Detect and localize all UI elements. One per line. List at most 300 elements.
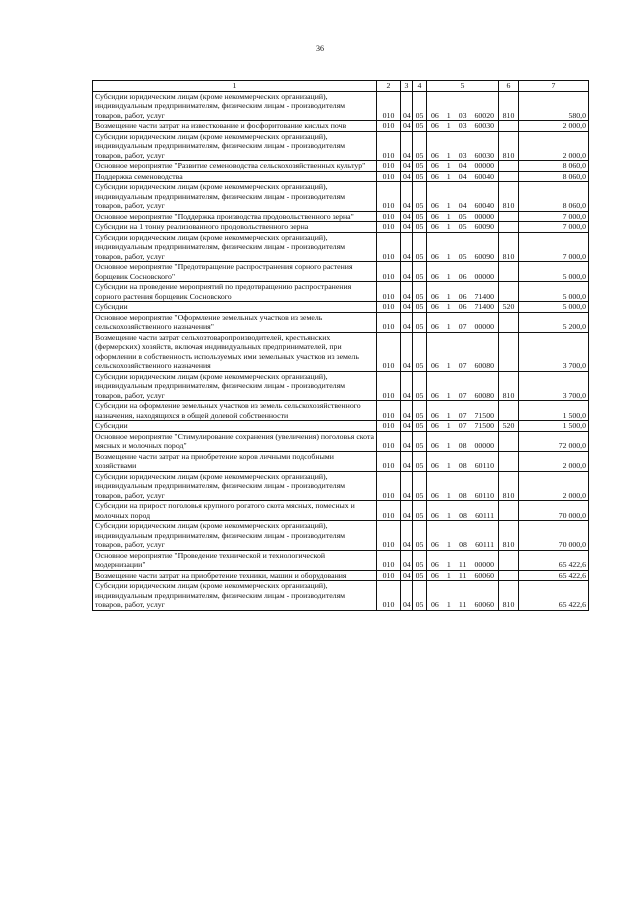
code-target-article xyxy=(427,471,499,501)
code-expense-type: 810 xyxy=(499,91,519,121)
target-direction: 71400 xyxy=(474,291,494,301)
amount: 7 000,0 xyxy=(519,211,589,222)
code-target-article xyxy=(427,161,499,172)
code-section: 04 xyxy=(401,232,413,262)
code-expense-type xyxy=(499,211,519,222)
code-section: 04 xyxy=(401,131,413,161)
item-name: Субсидии юридическим лицам (кроме некоммерческих организаций), индивидуальным предпринимателям, физическим лицам - производителям товаров, работ, услуг xyxy=(93,182,377,212)
code-target-article xyxy=(427,282,499,302)
target-subprogram: 1 xyxy=(446,410,451,420)
code-subsection: 05 xyxy=(413,131,427,161)
code-chapter: 010 xyxy=(377,550,401,570)
target-activity: 05 xyxy=(458,222,467,231)
amount: 5 000,0 xyxy=(519,262,589,282)
table-row xyxy=(93,302,589,313)
item-name: Субсидии на 1 тонну реализованного продовольственного зерна xyxy=(93,222,377,233)
target-article-parts xyxy=(429,600,496,610)
target-article-parts xyxy=(429,302,496,312)
target-activity: 04 xyxy=(458,201,467,210)
code-expense-type: 520 xyxy=(499,421,519,432)
amount: 3 700,0 xyxy=(519,371,589,401)
target-activity: 08 xyxy=(458,461,467,470)
target-activity: 11 xyxy=(458,570,467,580)
target-article-parts xyxy=(429,421,496,431)
target-program: 06 xyxy=(431,291,439,301)
item-name: Субсидии юридическим лицам (кроме некоммерческих организаций), индивидуальным предпринимателям, физическим лицам - производителям товаров, работ, услуг xyxy=(93,521,377,551)
target-activity: 04 xyxy=(458,171,467,181)
code-subsection: 05 xyxy=(413,91,427,121)
target-subprogram: 1 xyxy=(446,441,451,450)
code-section: 04 xyxy=(401,222,413,233)
code-chapter: 010 xyxy=(377,521,401,551)
target-activity: 06 xyxy=(458,302,467,311)
item-name: Основное мероприятие "Проведение технической и технологической модернизации" xyxy=(93,550,377,570)
code-chapter: 010 xyxy=(377,332,401,371)
code-target-article xyxy=(427,182,499,212)
code-subsection: 05 xyxy=(413,581,427,611)
amount: 65 422,6 xyxy=(519,550,589,570)
target-subprogram: 1 xyxy=(446,361,451,370)
target-article-parts xyxy=(429,411,496,421)
code-subsection: 05 xyxy=(413,570,427,581)
header-col-6: 6 xyxy=(499,81,519,92)
code-target-article xyxy=(427,211,499,222)
code-section: 04 xyxy=(401,581,413,611)
amount: 3 700,0 xyxy=(519,332,589,371)
target-article-parts xyxy=(429,212,496,222)
target-article-parts xyxy=(429,461,496,471)
target-program: 06 xyxy=(431,150,439,160)
header-col-5: 5 xyxy=(427,81,499,92)
code-chapter: 010 xyxy=(377,302,401,313)
code-subsection: 05 xyxy=(413,550,427,570)
amount: 8 060,0 xyxy=(519,161,589,172)
target-activity: 08 xyxy=(458,441,467,450)
amount: 2 000,0 xyxy=(519,451,589,471)
item-name: Основное мероприятие "Поддержка производства продовольственного зерна" xyxy=(93,211,377,222)
target-activity: 07 xyxy=(458,390,467,400)
code-subsection: 05 xyxy=(413,161,427,172)
target-subprogram: 1 xyxy=(446,291,451,301)
code-expense-type xyxy=(499,451,519,471)
target-article-parts xyxy=(429,272,496,282)
target-subprogram: 1 xyxy=(446,560,451,569)
target-subprogram: 1 xyxy=(446,570,451,580)
table-row xyxy=(93,431,589,451)
target-activity: 08 xyxy=(459,510,467,520)
target-direction: 60030 xyxy=(474,150,494,160)
target-subprogram: 1 xyxy=(446,171,451,181)
table-row xyxy=(93,161,589,172)
target-program: 06 xyxy=(431,121,439,130)
code-expense-type xyxy=(499,312,519,332)
target-program: 06 xyxy=(431,171,439,181)
code-chapter: 010 xyxy=(377,262,401,282)
code-chapter: 010 xyxy=(377,211,401,222)
item-name: Субсидии на оформление земельных участков из земель сельскохозяйственного назначения, находящихся в общей долевой собственности xyxy=(93,401,377,421)
amount: 1 500,0 xyxy=(519,421,589,432)
code-section: 04 xyxy=(401,91,413,121)
code-target-article xyxy=(427,421,499,432)
code-subsection: 05 xyxy=(413,182,427,212)
target-article-parts xyxy=(429,560,496,570)
item-name: Субсидии юридическим лицам (кроме некоммерческих организаций), индивидуальным предпринимателям, физическим лицам - производителям товаров, работ, услуг xyxy=(93,232,377,262)
code-chapter: 010 xyxy=(377,232,401,262)
code-expense-type: 520 xyxy=(499,302,519,313)
target-program: 06 xyxy=(431,490,439,500)
code-section: 04 xyxy=(401,550,413,570)
target-program: 06 xyxy=(431,570,439,580)
code-subsection: 05 xyxy=(413,521,427,551)
amount: 2 000,0 xyxy=(519,471,589,501)
target-subprogram: 1 xyxy=(446,271,451,281)
code-section: 04 xyxy=(401,570,413,581)
target-direction: 00000 xyxy=(474,441,494,450)
code-chapter: 010 xyxy=(377,570,401,581)
target-article-parts xyxy=(429,540,496,550)
table-row xyxy=(93,401,589,421)
target-subprogram: 1 xyxy=(446,110,451,120)
amount: 65 422,6 xyxy=(519,581,589,611)
code-target-article xyxy=(427,131,499,161)
code-chapter: 010 xyxy=(377,171,401,182)
target-program: 06 xyxy=(431,211,439,221)
code-section: 04 xyxy=(401,282,413,302)
target-activity: 05 xyxy=(458,251,467,261)
target-direction: 71500 xyxy=(474,421,494,430)
table-row xyxy=(93,232,589,262)
code-target-article xyxy=(427,581,499,611)
code-target-article xyxy=(427,171,499,182)
target-article-parts xyxy=(429,322,496,332)
code-expense-type xyxy=(499,431,519,451)
target-activity: 07 xyxy=(458,410,467,420)
target-program: 06 xyxy=(431,322,439,331)
target-direction: 60110 xyxy=(474,461,494,470)
code-section: 04 xyxy=(401,451,413,471)
code-section: 04 xyxy=(401,312,413,332)
amount: 7 000,0 xyxy=(519,222,589,233)
code-expense-type xyxy=(499,501,519,521)
amount: 1 500,0 xyxy=(519,401,589,421)
target-direction: 60111 xyxy=(475,540,494,549)
code-subsection: 05 xyxy=(413,501,427,521)
target-direction: 00000 xyxy=(474,211,494,221)
item-name: Субсидии на проведение мероприятий по предотвращению распространения сорного растения борщевик Сосновского xyxy=(93,282,377,302)
code-expense-type: 810 xyxy=(499,581,519,611)
table-row xyxy=(93,501,589,521)
item-name: Возмещение части затрат на приобретение коров личными подсобными хозяйствами xyxy=(93,451,377,471)
table-row xyxy=(93,332,589,371)
target-activity: 06 xyxy=(458,271,467,281)
code-subsection: 05 xyxy=(413,401,427,421)
target-article-parts xyxy=(429,172,496,182)
code-expense-type xyxy=(499,282,519,302)
code-target-article xyxy=(427,222,499,233)
item-name: Основное мероприятие "Предотвращение распространения сорного растения борщевик Сосновского" xyxy=(93,262,377,282)
target-activity: 08 xyxy=(458,490,467,500)
code-target-article xyxy=(427,302,499,313)
target-activity: 07 xyxy=(458,421,467,430)
item-name: Субсидии юридическим лицам (кроме некоммерческих организаций), индивидуальным предпринимателям, физическим лицам - производителям товаров, работ, услуг xyxy=(93,371,377,401)
code-section: 04 xyxy=(401,302,413,313)
target-program: 06 xyxy=(431,271,439,281)
target-article-parts xyxy=(429,151,496,161)
table-row xyxy=(93,371,589,401)
table-row xyxy=(93,581,589,611)
code-target-article xyxy=(427,431,499,451)
code-expense-type xyxy=(499,121,519,132)
target-program: 06 xyxy=(431,110,439,120)
target-direction: 71500 xyxy=(474,410,494,420)
code-expense-type xyxy=(499,161,519,172)
target-activity: 06 xyxy=(458,291,467,301)
amount: 8 060,0 xyxy=(519,171,589,182)
code-target-article xyxy=(427,371,499,401)
code-expense-type xyxy=(499,550,519,570)
amount: 72 000,0 xyxy=(519,431,589,451)
code-subsection: 05 xyxy=(413,431,427,451)
header-col-2: 2 xyxy=(377,81,401,92)
target-direction: 60111 xyxy=(475,510,494,520)
code-chapter: 010 xyxy=(377,431,401,451)
code-expense-type: 810 xyxy=(499,182,519,212)
item-name: Субсидии xyxy=(93,302,377,313)
item-name: Субсидии юридическим лицам (кроме некоммерческих организаций), индивидуальным предпринимателям, физическим лицам - производителям товаров, работ, услуг xyxy=(93,581,377,611)
target-article-parts xyxy=(429,201,496,211)
header-col-3: 3 xyxy=(401,81,413,92)
target-subprogram: 1 xyxy=(446,461,451,470)
code-subsection: 05 xyxy=(413,421,427,432)
target-article-parts xyxy=(429,391,496,401)
code-section: 04 xyxy=(401,121,413,132)
code-target-article xyxy=(427,521,499,551)
code-expense-type: 810 xyxy=(499,471,519,501)
item-name: Субсидии на прирост поголовья крупного рогатого скота мясных, помесных и молочных пород xyxy=(93,501,377,521)
target-program: 06 xyxy=(431,421,439,430)
code-expense-type xyxy=(499,401,519,421)
target-activity: 03 xyxy=(458,121,467,130)
target-subprogram: 1 xyxy=(446,201,451,210)
amount: 2 000,0 xyxy=(519,121,589,132)
code-subsection: 05 xyxy=(413,371,427,401)
target-direction: 00000 xyxy=(474,161,494,170)
target-article-parts xyxy=(429,511,496,521)
target-subprogram: 1 xyxy=(446,510,451,520)
code-target-article xyxy=(427,401,499,421)
item-name: Основное мероприятие "Развитие семеноводства сельскохозяйственных культур" xyxy=(93,161,377,172)
code-section: 04 xyxy=(401,171,413,182)
table-row xyxy=(93,282,589,302)
code-chapter: 010 xyxy=(377,131,401,161)
code-chapter: 010 xyxy=(377,121,401,132)
target-activity: 08 xyxy=(459,540,467,549)
code-section: 04 xyxy=(401,401,413,421)
table-row xyxy=(93,121,589,132)
item-name: Субсидии юридическим лицам (кроме некоммерческих организаций), индивидуальным предпринимателям, физическим лицам - производителям товаров, работ, услуг xyxy=(93,91,377,121)
code-chapter: 010 xyxy=(377,401,401,421)
target-direction: 71400 xyxy=(474,302,494,311)
code-target-article xyxy=(427,451,499,471)
target-subprogram: 1 xyxy=(446,211,451,221)
target-direction: 60040 xyxy=(474,201,494,210)
table-row xyxy=(93,182,589,212)
code-subsection: 05 xyxy=(413,222,427,233)
code-chapter: 010 xyxy=(377,501,401,521)
code-target-article xyxy=(427,570,499,581)
code-section: 04 xyxy=(401,471,413,501)
target-program: 06 xyxy=(431,461,439,470)
header-col-4: 4 xyxy=(413,81,427,92)
target-subprogram: 1 xyxy=(446,251,451,261)
target-program: 06 xyxy=(431,540,439,549)
target-direction: 60080 xyxy=(474,390,494,400)
table-row xyxy=(93,550,589,570)
target-program: 06 xyxy=(431,510,439,520)
code-target-article xyxy=(427,501,499,521)
amount: 5 000,0 xyxy=(519,302,589,313)
table-row xyxy=(93,451,589,471)
code-expense-type: 810 xyxy=(499,131,519,161)
target-article-parts xyxy=(429,222,496,232)
target-program: 06 xyxy=(431,560,439,569)
amount: 5 000,0 xyxy=(519,282,589,302)
code-section: 04 xyxy=(401,501,413,521)
target-direction: 60060 xyxy=(474,570,494,580)
page-number: 36 xyxy=(316,44,324,53)
target-subprogram: 1 xyxy=(446,121,451,130)
code-target-article xyxy=(427,121,499,132)
table-row xyxy=(93,262,589,282)
target-activity: 11 xyxy=(458,560,467,569)
item-name: Возмещение части затрат на приобретение техники, машин и оборудования xyxy=(93,570,377,581)
table-row xyxy=(93,421,589,432)
code-section: 04 xyxy=(401,182,413,212)
code-chapter: 010 xyxy=(377,371,401,401)
target-subprogram: 1 xyxy=(446,600,451,609)
code-expense-type: 810 xyxy=(499,232,519,262)
target-subprogram: 1 xyxy=(446,421,451,430)
code-section: 04 xyxy=(401,371,413,401)
amount: 70 000,0 xyxy=(519,521,589,551)
code-section: 04 xyxy=(401,431,413,451)
code-chapter: 010 xyxy=(377,222,401,233)
target-program: 06 xyxy=(431,390,439,400)
budget-table xyxy=(92,80,589,611)
code-subsection: 05 xyxy=(413,262,427,282)
table-row xyxy=(93,171,589,182)
item-name: Субсидии xyxy=(93,421,377,432)
table-row xyxy=(93,312,589,332)
amount: 8 060,0 xyxy=(519,182,589,212)
table-row xyxy=(93,222,589,233)
target-direction: 60090 xyxy=(474,251,494,261)
target-program: 06 xyxy=(431,441,439,450)
code-chapter: 010 xyxy=(377,421,401,432)
target-article-parts xyxy=(429,441,496,451)
target-direction: 00000 xyxy=(474,271,494,281)
code-subsection: 05 xyxy=(413,471,427,501)
code-chapter: 010 xyxy=(377,581,401,611)
table-row xyxy=(93,211,589,222)
code-section: 04 xyxy=(401,161,413,172)
target-subprogram: 1 xyxy=(446,302,451,311)
code-expense-type xyxy=(499,222,519,233)
code-expense-type xyxy=(499,332,519,371)
target-direction: 60090 xyxy=(474,222,494,231)
code-chapter: 010 xyxy=(377,312,401,332)
target-article-parts xyxy=(429,121,496,131)
target-direction: 60020 xyxy=(474,110,494,120)
target-article-parts xyxy=(429,292,496,302)
target-activity: 11 xyxy=(458,600,467,609)
amount: 7 000,0 xyxy=(519,232,589,262)
target-program: 06 xyxy=(431,600,439,609)
target-subprogram: 1 xyxy=(446,322,451,331)
target-program: 06 xyxy=(431,161,439,170)
code-section: 04 xyxy=(401,211,413,222)
target-direction: 00000 xyxy=(474,560,494,569)
target-direction: 60080 xyxy=(474,361,494,370)
target-article-parts xyxy=(429,361,496,371)
target-article-parts xyxy=(429,571,496,581)
code-expense-type xyxy=(499,171,519,182)
code-chapter: 010 xyxy=(377,451,401,471)
target-subprogram: 1 xyxy=(446,540,451,549)
table-header-row xyxy=(93,81,589,92)
target-direction: 60110 xyxy=(474,490,494,500)
code-chapter: 010 xyxy=(377,282,401,302)
item-name: Субсидии юридическим лицам (кроме некоммерческих организаций), индивидуальным предпринимателям, физическим лицам - производителям товаров, работ, услуг xyxy=(93,131,377,161)
code-target-article xyxy=(427,91,499,121)
code-target-article xyxy=(427,312,499,332)
code-chapter: 010 xyxy=(377,91,401,121)
amount: 65 422,6 xyxy=(519,570,589,581)
target-activity: 07 xyxy=(458,322,467,331)
table-row xyxy=(93,91,589,121)
code-section: 04 xyxy=(401,332,413,371)
target-subprogram: 1 xyxy=(446,390,451,400)
code-target-article xyxy=(427,262,499,282)
target-activity: 05 xyxy=(458,211,467,221)
target-article-parts xyxy=(429,491,496,501)
target-article-parts xyxy=(429,161,496,171)
target-program: 06 xyxy=(431,410,439,420)
code-subsection: 05 xyxy=(413,232,427,262)
target-subprogram: 1 xyxy=(446,222,451,231)
target-activity: 04 xyxy=(458,161,467,170)
target-direction: 60040 xyxy=(474,171,494,181)
amount: 70 000,0 xyxy=(519,501,589,521)
header-col-7: 7 xyxy=(519,81,589,92)
target-program: 06 xyxy=(431,201,439,210)
target-program: 06 xyxy=(431,222,439,231)
code-subsection: 05 xyxy=(413,121,427,132)
code-subsection: 05 xyxy=(413,211,427,222)
target-subprogram: 1 xyxy=(446,150,451,160)
table-row xyxy=(93,131,589,161)
code-chapter: 010 xyxy=(377,161,401,172)
code-expense-type: 810 xyxy=(499,371,519,401)
amount: 2 000,0 xyxy=(519,131,589,161)
item-name: Основное мероприятие "Стимулирование сохранения (увеличения) поголовья скота мясных и молочных пород" xyxy=(93,431,377,451)
item-name: Субсидии юридическим лицам (кроме некоммерческих организаций), индивидуальным предпринимателям, физическим лицам - производителям товаров, работ, услуг xyxy=(93,471,377,501)
code-target-article xyxy=(427,332,499,371)
target-activity: 03 xyxy=(458,110,467,120)
code-section: 04 xyxy=(401,262,413,282)
code-subsection: 05 xyxy=(413,302,427,313)
code-expense-type xyxy=(499,262,519,282)
